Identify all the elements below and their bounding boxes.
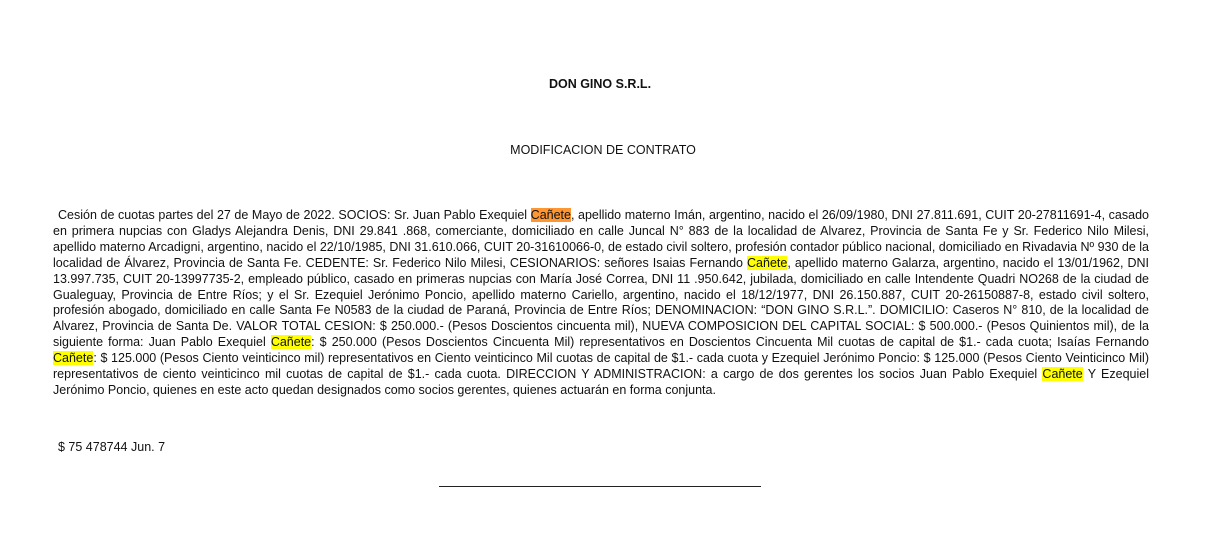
paragraph-text: Cesión de cuotas partes del 27 de Mayo de 2022. SOCIOS: Sr. Juan Pablo Exequiel — [58, 208, 531, 222]
search-match: Cañete — [270, 335, 312, 350]
search-match: Cañete — [747, 255, 788, 270]
paragraph-text: , apellido materno Galarza, argentino, nacido el 13/01/1962, DNI 13.997.735, CUIT 20-13997735-2, empleado público, casado en primeras nupcias con María José Correa, DNI 11 .950.642, jubilada, domiciliado en calle Intendente Quadri NO268 de la ciudad de Gualeguay, Provincia de Entre Ríos; y el Sr. Ezequiel Jerónimo Poncio, apellido materno Cariello, argentino, nacido el 18/12/1977, DNI 26.150.887, CUIT 20-26150887-8, estado civil soltero, profesión abogado, domiciliado en calle Santa Fe N0583 de la ciudad de Paraná, Provincia de Entre Ríos; DENOMINACION: “DON GINO S.R.L.”. DOMICILIO: Caseros N° 810, de la localidad de Alvarez, Provincia de Santa De. VALOR TOTAL CESION: $ 250.000.- (Pesos Doscientos cincuenta mil), NUEVA COMPOSICION DEL CAPITAL SOCIAL: $ 500.000.- (Pesos Quinientos mil), de la siguiente forma: Juan Pablo Exequiel — [53, 255, 1149, 350]
paragraph-text: Y Ezequiel Jerónimo Poncio, quienes en este acto quedan designados como socios gerentes, quienes actuarán en forma conjunta. — [53, 367, 1150, 397]
publication-footer: $ 75 478744 Jun. 7 — [58, 440, 166, 454]
paragraph-text: : $ 250.000 (Pesos Doscientos Cincuenta Mil) representativos en Doscientos Cincuenta Mil cuotas de capital de $1.- cada cuota; Isaías Fernando — [311, 335, 1150, 350]
search-match-current: Cañete — [530, 208, 571, 222]
separator-line — [439, 486, 761, 487]
paragraph-text: , apellido materno Imán, argentino, nacido el 26/09/1980, DNI 27.811.691, CUIT 20-27811691-4, casado en primera nupcias con Gladys Alejandra Denis, DNI 29.841 .868, comerciante, domiciliado en calle Juncal N° 883 de la localidad de Alvarez, Provincia de Santa Fe y Sr. Federico Nilo Milesi, apellido materno Arcadigni, argentino, nacido el 22/10/1985, DNI 31.610.066, CUIT 20-31610066-0, de estado civil soltero, profesión contador público nacional, domiciliado en Rivadavia Nº 930 de la localidad de Álvarez, Provincia de Santa Fe. CEDENTE: Sr. Federico Nilo Milesi, CESIONARIOS: señores Isaias Fernando — [53, 208, 1150, 270]
body-paragraph — [53, 208, 1149, 399]
paragraph-text: : $ 125.000 (Pesos Ciento veinticinco mil) representativos en Ciento veinticinco Mil cuotas de capital de $1.- cada cuota y Ezequiel Jerónimo Poncio: $ 125.000 (Pesos Ciento Veinticinco Mil) representativos de ciento veinticinco mil cuotas de capital de $1.- cada cuota. DIRECCION Y ADMINISTRACION: a cargo de dos gerentes los socios Juan Pablo Exequiel — [53, 351, 1149, 382]
document-subtitle: MODIFICACION DE CONTRATO — [510, 143, 696, 157]
document-title: DON GINO S.R.L. — [548, 77, 652, 91]
search-match: Cañete — [53, 351, 94, 366]
search-match: Cañete — [1042, 367, 1083, 382]
